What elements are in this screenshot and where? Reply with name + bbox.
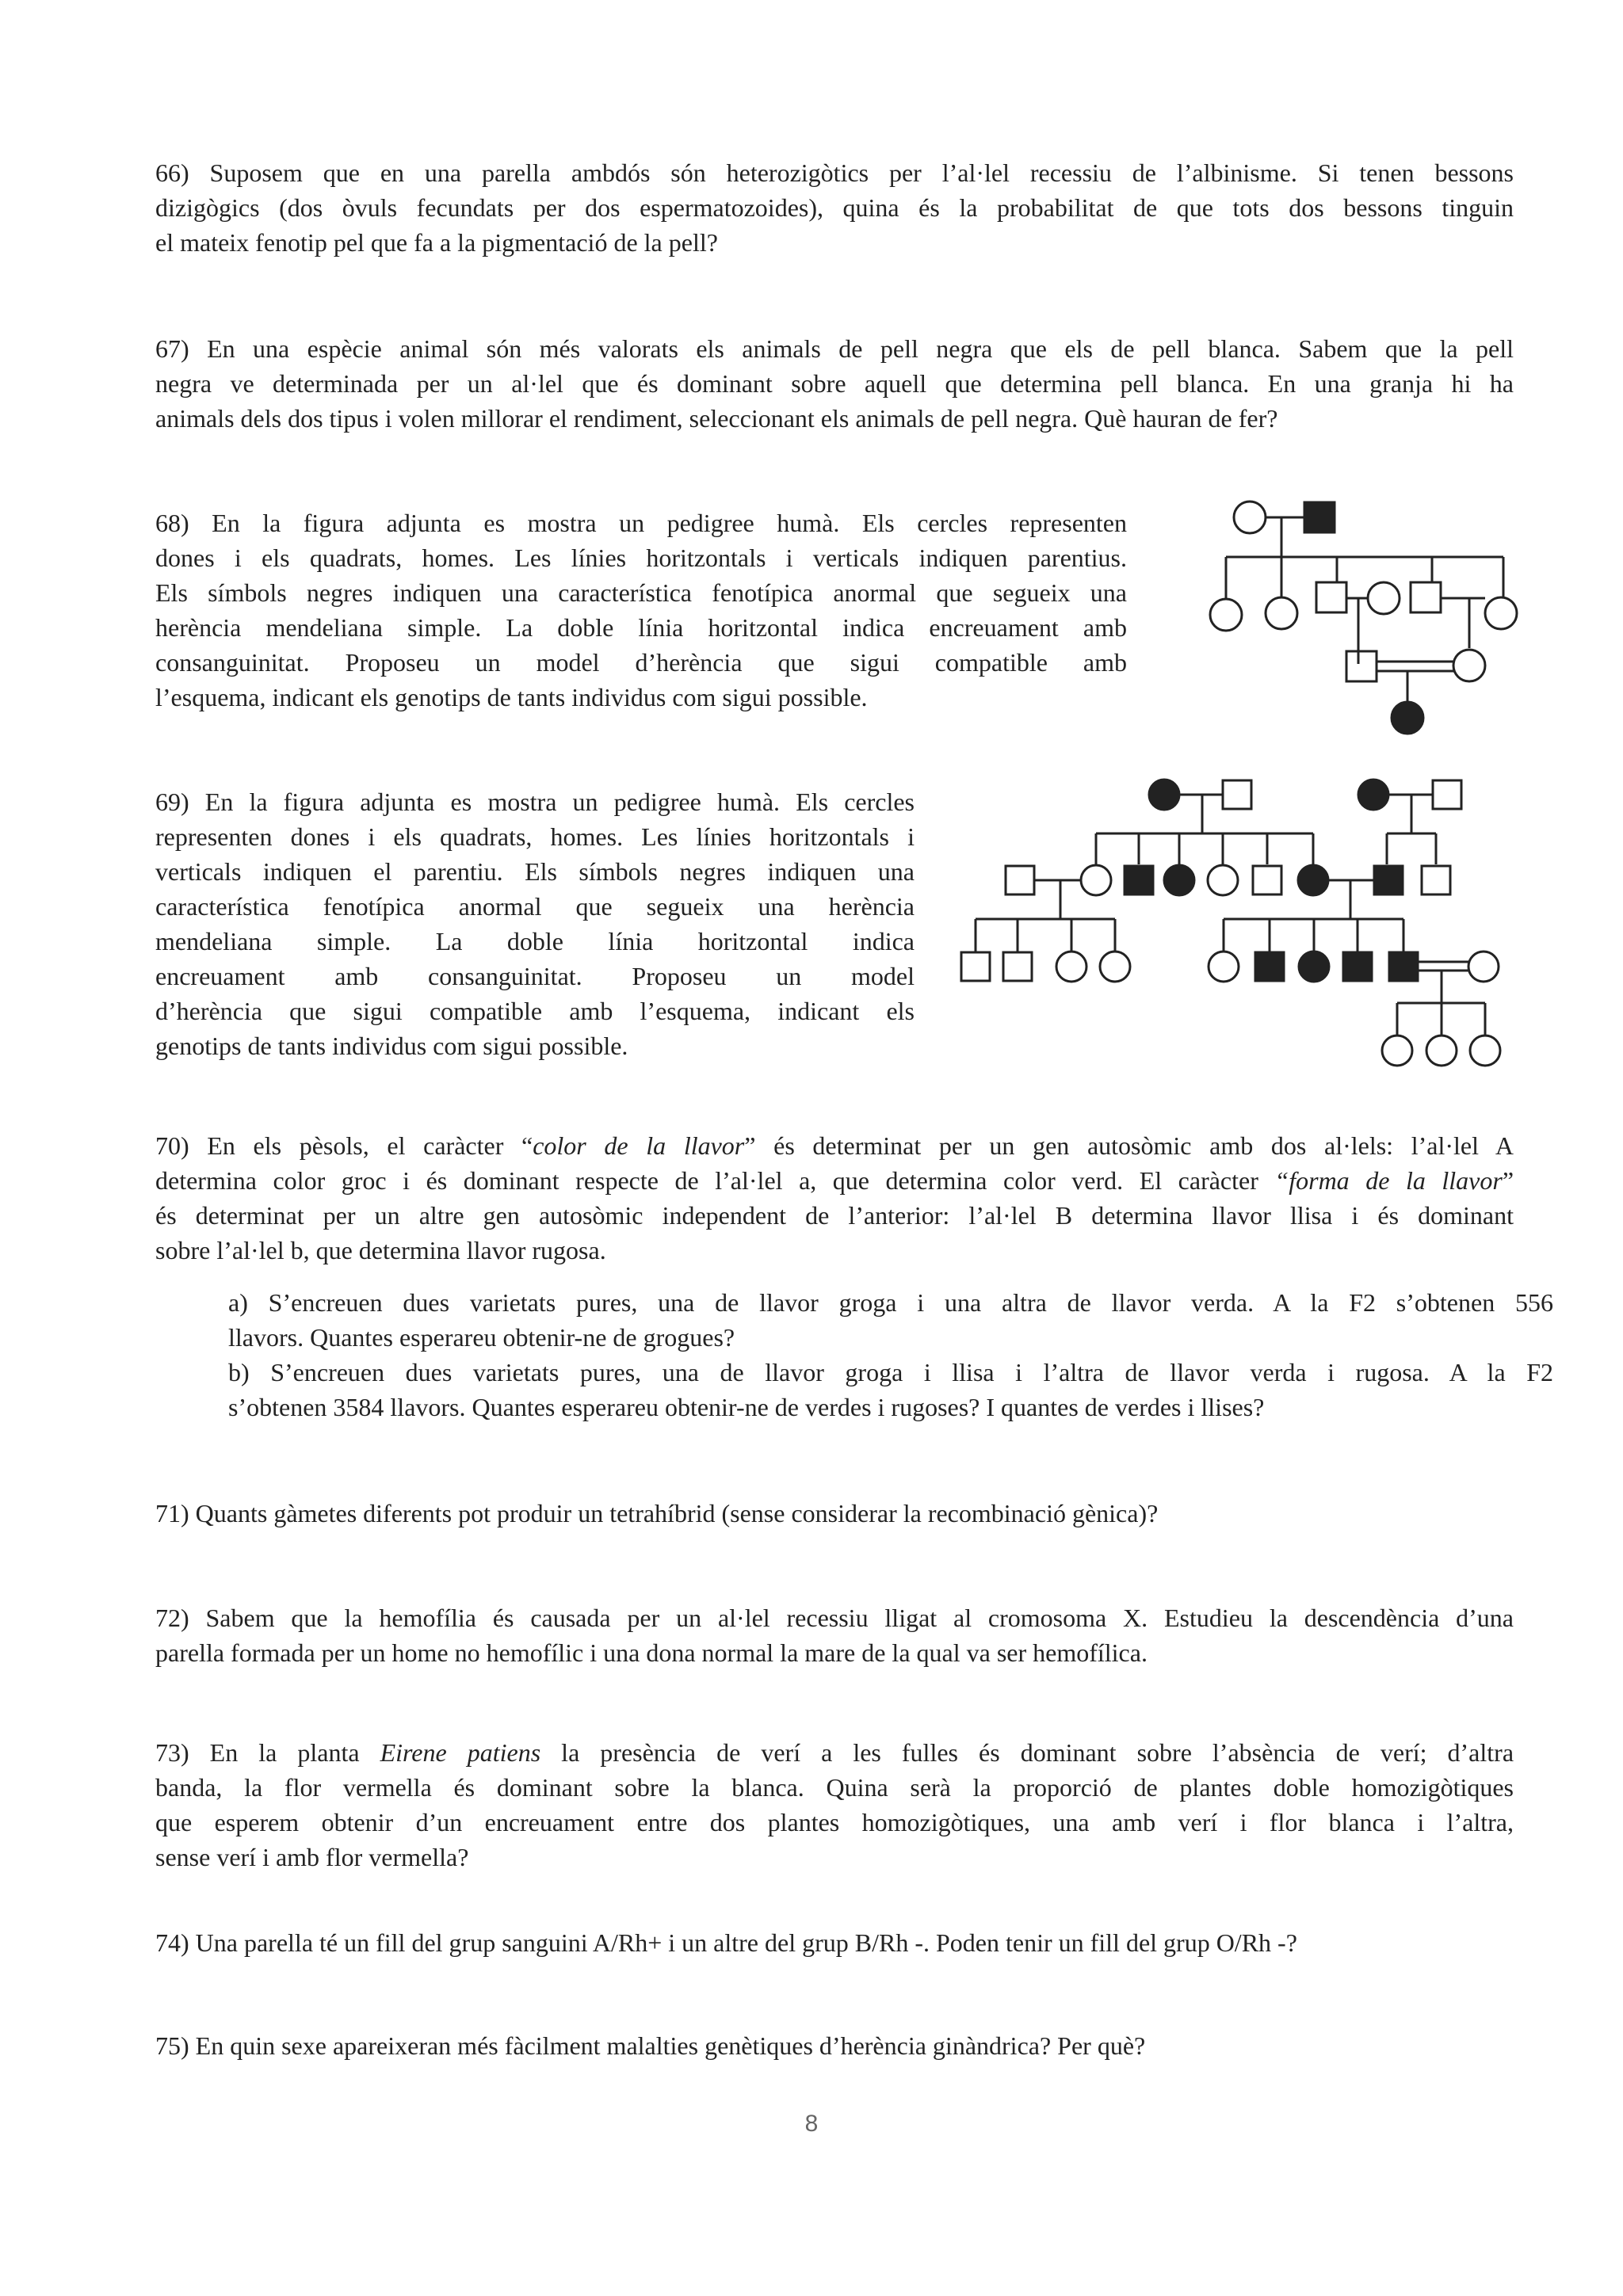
q70-line-1-pre: 70) En els pèsols, el caràcter “ (155, 1131, 533, 1160)
q66-line-1: 66) Suposem que en una parella ambdós són heterozigòtics per l’al·lel recessiu de l’albinisme. Si tenen bessons (155, 158, 1514, 187)
q69-line-2: representen dones i els quadrats, homes. Les línies horitzontals i (155, 822, 915, 851)
square-68-i2 (1304, 502, 1335, 532)
circle-69-i1 (1149, 780, 1179, 810)
square-68-ii5 (1411, 582, 1441, 612)
q69-line-3: verticals indiquen el parentiu. Els símbols negres indiquen una (155, 857, 915, 886)
circle-68-ii4 (1368, 582, 1400, 614)
circle-69-ii2 (1081, 865, 1111, 895)
circle-69-i3 (1358, 780, 1388, 810)
q66-line-3: el mateix fenotip pel que fa a la pigmentació de la pell? (155, 228, 718, 257)
q70-line-2-post: ” (1502, 1166, 1514, 1195)
question-68 (155, 505, 1127, 715)
q70b-line-2: s’obtenen 3584 llavors. Quantes esperareu obtenir-ne de verdes i rugoses? I quantes de verdes i llises? (228, 1393, 1265, 1421)
q70a-line-2: llavors. Quantes esperareu obtenir-ne de grogues? (228, 1323, 735, 1352)
q72-line-2: parella formada per un home no hemofílic i una dona normal la mare de la qual va ser hemofílica. (155, 1638, 1148, 1667)
q69-line-1: 69) En la figura adjunta es mostra un pedigree humà. Els cercles (155, 788, 915, 816)
pedigree-68 (1189, 491, 1537, 753)
square-69-i4 (1433, 780, 1461, 809)
q73-line-1 (155, 1735, 1514, 1770)
q66-line-2: dizigògics (dos òvuls fecundats per dos espermatozoides), quina és la probabilitat de que tots dos bessons tinguin (155, 193, 1514, 222)
circle-69-iii7 (1299, 952, 1329, 982)
q74-line-1: 74) Una parella té un fill del grup sanguini A/Rh+ i un altre del grup B/Rh -. Poden tenir un fill del grup O/Rh -? (155, 1928, 1297, 1957)
circle-68-ii1 (1210, 599, 1242, 631)
q72-line-1: 72) Sabem que la hemofília és causada per un al·lel recessiu lligat al cromosoma X. Estudieu la descendència d’una (155, 1604, 1514, 1632)
circle-69-iv3 (1470, 1035, 1500, 1066)
q69-line-5: mendeliana simple. La doble línia horitzontal indica (155, 927, 915, 955)
circle-69-iv2 (1426, 1035, 1457, 1066)
q70-line-1-post: ” és determinat per un gen autosòmic amb dos al·lels: l’al·lel A (744, 1131, 1514, 1160)
q73-line-4: sense verí i amb flor vermella? (155, 1843, 469, 1871)
q68-line-4: herència mendeliana simple. La doble línia horitzontal indica encreuament amb (155, 613, 1127, 642)
q69-line-7: d’herència que sigui compatible amb l’esquema, indicant els (155, 997, 915, 1025)
circle-69-iii10 (1468, 952, 1499, 982)
q71-line-1: 71) Quants gàmetes diferents pot produir un tetrahíbrid (sense considerar la recombinació gènica)? (155, 1499, 1159, 1527)
square-69-ii9 (1422, 866, 1450, 894)
q73-line-1-post: la presència de verí a les fulles és dominant sobre l’absència de verí; d’altra (540, 1738, 1514, 1767)
circle-69-iii4 (1100, 952, 1130, 982)
q67-line-3: animals dels dos tipus i volen millorar el rendiment, seleccionant els animals de pell negra. Què hauran de fer? (155, 404, 1278, 433)
square-69-iii6 (1255, 952, 1284, 981)
circle-68-i1 (1234, 502, 1266, 533)
circle-69-iii3 (1056, 952, 1086, 982)
square-69-iii1 (961, 952, 990, 981)
pedigree-68-lines (1226, 517, 1503, 702)
q73-line-1-pre: 73) En la planta (155, 1738, 380, 1767)
square-69-iii2 (1003, 952, 1032, 981)
q70-line-4: sobre l’al·lel b, que determina llavor rugosa. (155, 1236, 606, 1264)
question-66 (155, 155, 1514, 260)
q68-line-2: dones i els quadrats, homes. Les línies horitzontals i verticals indiquen parentius. (155, 543, 1127, 572)
q73-line-3: que esperem obtenir d’un encreuament entre dos plantes homozigòtiques, una amb verí i flor blanca i l’altra, (155, 1808, 1514, 1836)
square-69-iii8 (1343, 952, 1372, 981)
q73-species-name: Eirene patiens (380, 1738, 541, 1767)
q67-line-2: negra ve determinada per un al·lel que és dominant sobre aquell que determina pell blanca. En una granja hi ha (155, 369, 1514, 398)
q70-line-2-italic: “forma de la llavor (1274, 1166, 1503, 1195)
q68-line-5: consanguinitat. Proposeu un model d’herència que sigui compatible amb (155, 648, 1127, 677)
q68-line-1: 68) En la figura adjunta es mostra un pedigree humà. Els cercles representen (155, 509, 1127, 537)
circle-69-iv1 (1382, 1035, 1412, 1066)
question-73 (155, 1735, 1514, 1875)
circle-68-ii2 (1266, 597, 1297, 629)
square-68-ii3 (1316, 582, 1346, 612)
circle-69-ii4 (1164, 865, 1194, 895)
q70-line-1 (155, 1128, 1514, 1163)
question-75 (155, 2028, 1514, 2063)
q70-line-2 (155, 1163, 1514, 1198)
circle-68-iv1 (1392, 702, 1423, 734)
q70-line-3: és determinat per un altre gen autosòmic independent de l’anterior: l’al·lel B determina llavor llisa i és dominant (155, 1201, 1514, 1230)
question-70 (155, 1128, 1514, 1268)
square-69-ii8 (1374, 866, 1403, 894)
square-69-ii3 (1125, 866, 1153, 894)
q73-line-2: banda, la flor vermella és dominant sobre la blanca. Quina serà la proporció de plantes doble homozigòtiques (155, 1773, 1514, 1802)
square-69-i2 (1223, 780, 1251, 809)
q70a-line-1: a) S’encreuen dues varietats pures, una de llavor groga i una altra de llavor verda. A la F2 s’obtenen 556 (228, 1288, 1553, 1317)
q68-line-3: Els símbols negres indiquen una característica fenotípica anormal que segueix una (155, 578, 1127, 607)
q68-line-6: l’esquema, indicant els genotips de tants individus com sigui possible. (155, 683, 868, 711)
pedigree-69-lines (976, 795, 1485, 1035)
q69-line-6: encreuament amb consanguinitat. Proposeu un model (155, 962, 915, 990)
question-72 (155, 1600, 1514, 1670)
q67-line-1: 67) En una espècie animal són més valorats els animals de pell negra que els de pell blanca. Sabem que la pell (155, 334, 1514, 363)
circle-68-iii2 (1453, 650, 1485, 681)
question-67 (155, 331, 1514, 436)
question-69 (155, 784, 915, 1063)
q75-line-1: 75) En quin sexe apareixeran més fàcilment malalties genètiques d’herència ginàndrica? Per què? (155, 2031, 1146, 2060)
question-70-part-a (228, 1285, 1553, 1355)
question-74 (155, 1925, 1514, 1960)
question-70-part-b (228, 1355, 1553, 1425)
question-71 (155, 1496, 1514, 1531)
q70-line-1-italic: color de la llavor (533, 1131, 745, 1160)
square-69-ii1 (1006, 866, 1034, 894)
circle-69-ii5 (1208, 865, 1238, 895)
q69-line-4: característica fenotípica anormal que segueix una herència (155, 892, 915, 921)
circle-68-ii6 (1485, 597, 1517, 629)
square-68-iii1 (1346, 651, 1377, 681)
q69-line-8: genotips de tants individus com sigui possible. (155, 1032, 628, 1060)
page-number: 8 (804, 2111, 819, 2137)
circle-69-iii5 (1209, 952, 1239, 982)
circle-69-ii7 (1298, 865, 1328, 895)
q70-line-2-pre: determina color groc i és dominant respecte de l’al·lel a, que determina color verd. El caràcter (155, 1166, 1275, 1195)
q70b-line-1: b) S’encreuen dues varietats pures, una de llavor groga i llisa i l’altra de llavor verda i rugosa. A la F2 (228, 1358, 1553, 1386)
square-69-ii6 (1253, 866, 1281, 894)
pedigree-69 (951, 761, 1537, 1085)
square-69-iii9 (1389, 952, 1418, 981)
